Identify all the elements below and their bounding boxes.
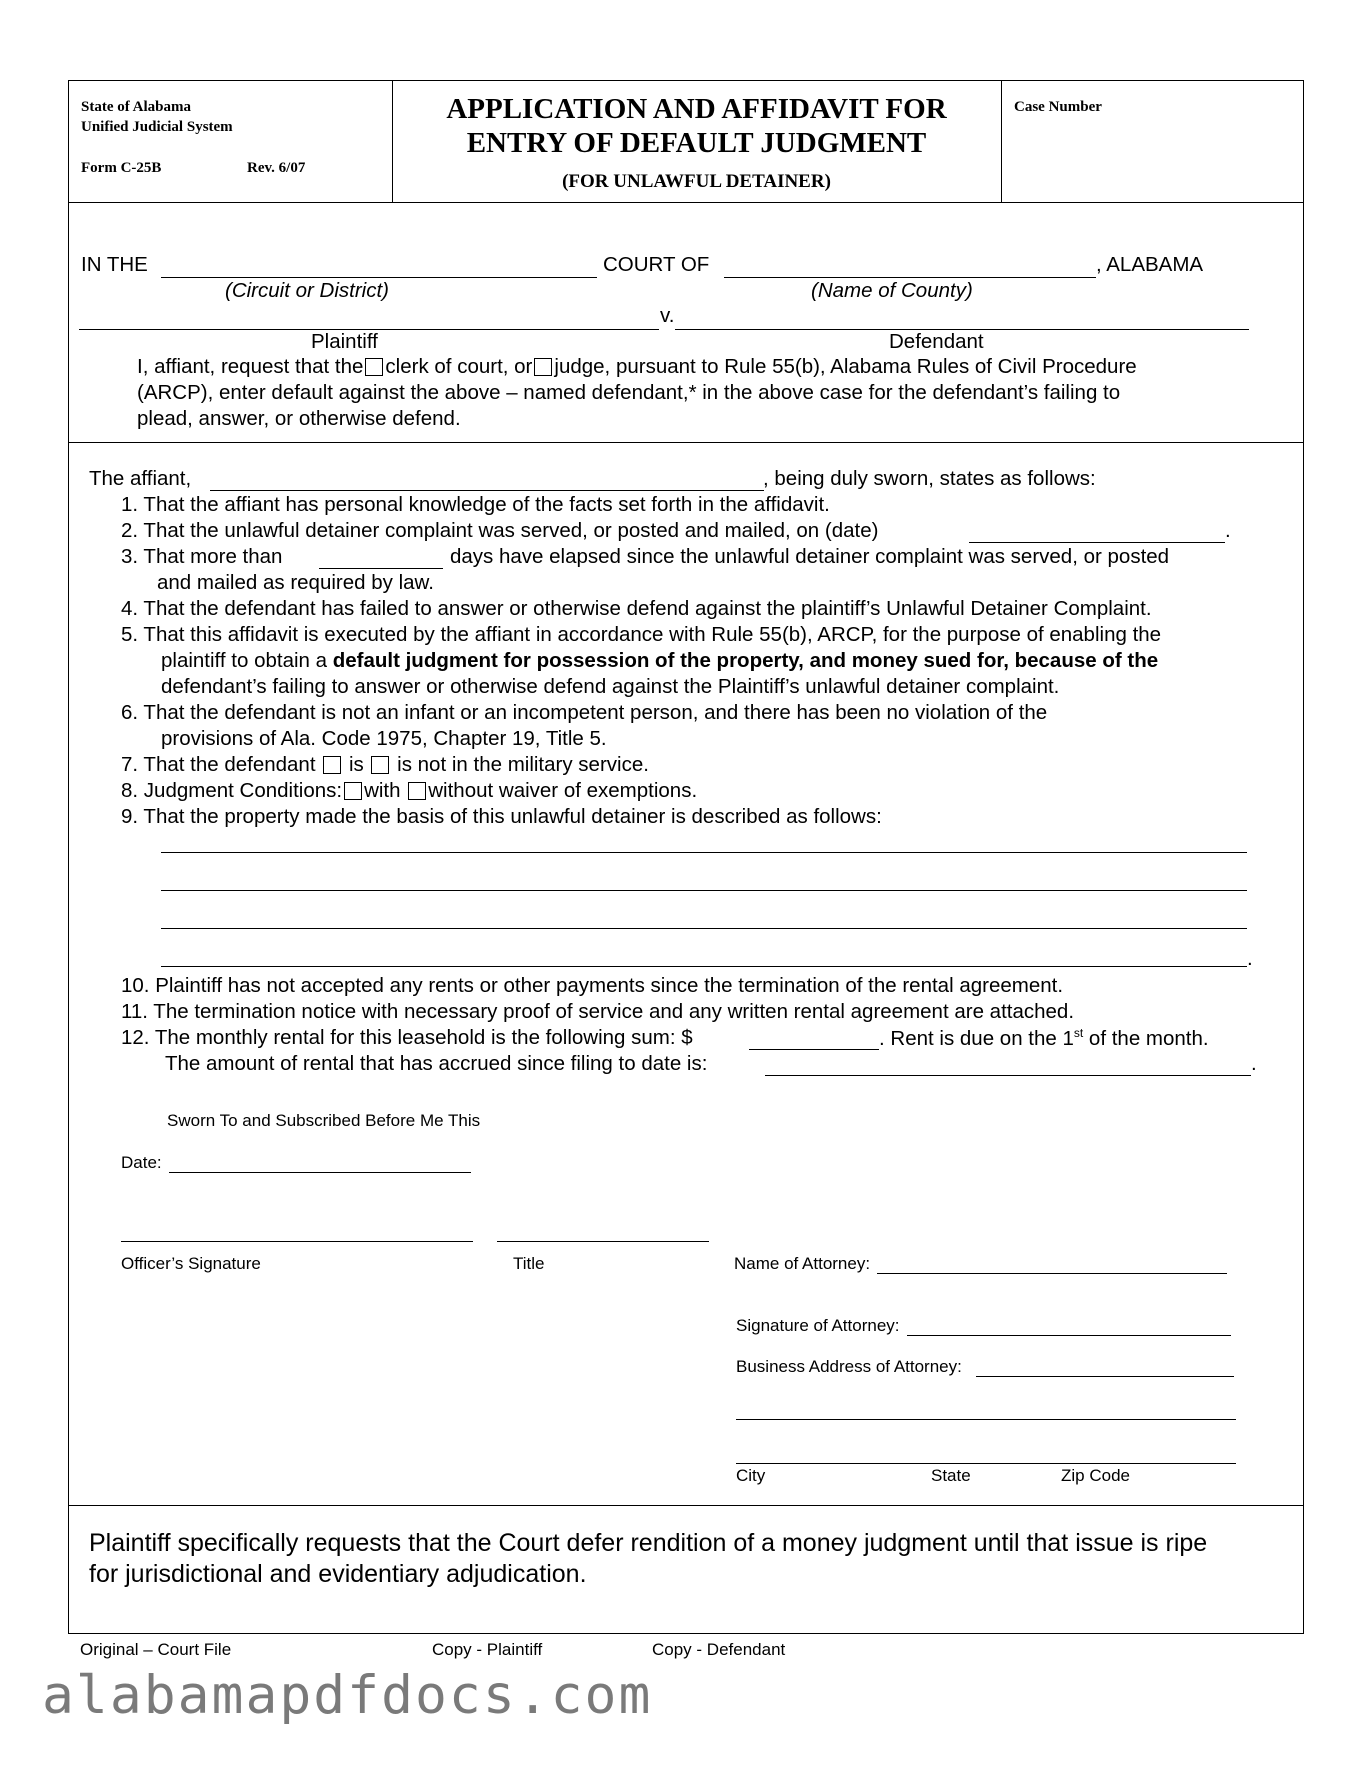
officer-signature-label: Officer’s Signature: [121, 1254, 261, 1273]
money-judgment-request-line2: for jurisdictional and evidentiary adjudication.: [89, 1560, 587, 1588]
item-12-month-text: of the month.: [1083, 1026, 1209, 1050]
county-field[interactable]: [724, 277, 1096, 278]
judge-label: judge, pursuant to Rule 55(b), Alabama Rules of Civil Procedure: [554, 355, 1137, 378]
form-title-line1: APPLICATION AND AFFIDAVIT FOR: [446, 93, 947, 125]
officer-signature-line[interactable]: [121, 1241, 473, 1242]
form-header: [69, 81, 1303, 203]
title-line[interactable]: [497, 1241, 709, 1242]
alabama-label: , ALABAMA: [1096, 253, 1204, 276]
money-judgment-request-line1: Plaintiff specifically requests that the Court defer rendition of a money judgment until that issue is ripe: [89, 1529, 1208, 1557]
item-12-prefix: 12. The monthly rental for this leasehold is the following sum: $: [121, 1026, 693, 1049]
affiant-intro-suffix: , being duly sworn, states as follows:: [763, 467, 1096, 490]
plaintiff-label: Plaintiff: [311, 330, 378, 353]
item-11: 11. The termination notice with necessary proof of service and any written rental agreement are attached.: [121, 1000, 1075, 1023]
item-5-line3: defendant’s failing to answer or otherwise defend against the Plaintiff’s unlawful detainer complaint.: [161, 675, 1060, 698]
item-7-suffix: is not in the military service.: [397, 753, 649, 776]
request-prefix: I, affiant, request that the: [137, 355, 364, 378]
property-period: .: [1247, 947, 1253, 970]
without-waiver-checkbox[interactable]: [408, 782, 426, 800]
served-date-field[interactable]: [969, 542, 1225, 543]
date-label: Date:: [121, 1153, 162, 1172]
clerk-label: clerk of court, or: [385, 355, 533, 378]
item-8: [121, 779, 697, 803]
system-label: Unified Judicial System: [81, 119, 233, 135]
item-7-prefix: 7. That the defendant: [121, 753, 316, 776]
item-10: 10. Plaintiff has not accepted any rents or other payments since the termination of the rental agreement.: [121, 974, 1064, 997]
revision-label: Rev. 6/07: [247, 160, 306, 176]
attorney-name-field[interactable]: [877, 1273, 1227, 1274]
request-line2: (ARCP), enter default against the above – named defendant,* in the above case for the defendant’s failing to: [137, 381, 1121, 404]
item-3-prefix: 3. That more than: [121, 545, 283, 568]
accrued-period: .: [1251, 1052, 1257, 1075]
in-the-label: IN THE: [81, 253, 148, 276]
item-7: [121, 753, 649, 777]
item-12-superscript: st: [1073, 1026, 1084, 1040]
monthly-rent-field[interactable]: [749, 1049, 879, 1050]
defendant-label: Defendant: [889, 330, 984, 353]
state-label: State of Alabama: [81, 99, 191, 115]
form-number: Form C-25B: [81, 160, 162, 176]
item-12-due-text: . Rent is due on the 1: [879, 1026, 1074, 1050]
distribution-copy-plaintiff: Copy - Plaintiff: [432, 1640, 543, 1659]
military-is-checkbox[interactable]: [323, 756, 341, 774]
affiant-name-field[interactable]: [210, 490, 764, 491]
case-number-label: Case Number: [1014, 99, 1102, 115]
distribution-copy-defendant: Copy - Defendant: [652, 1640, 786, 1659]
attorney-address-label: Business Address of Attorney:: [736, 1357, 962, 1376]
item-9: 9. That the property made the basis of this unlawful detainer is described as follows:: [121, 805, 882, 828]
item-8-with: with: [364, 779, 401, 802]
court-type-field[interactable]: [161, 277, 597, 278]
attorney-signature-label: Signature of Attorney:: [736, 1316, 900, 1335]
city-state-zip-line[interactable]: [736, 1463, 1236, 1464]
military-is-not-checkbox[interactable]: [371, 756, 389, 774]
watermark-text: alabamapdfdocs.com: [42, 1665, 653, 1726]
item-5-line2: [161, 649, 1158, 673]
form-subtitle: (FOR UNLAWFUL DETAINER): [562, 171, 831, 192]
city-label: City: [736, 1466, 766, 1485]
item-3-text: days have elapsed since the unlawful detainer complaint was served, or posted: [450, 545, 1170, 568]
state-label-bottom: State: [931, 1466, 971, 1485]
item-12-accrued: The amount of rental that has accrued since filing to date is:: [165, 1052, 708, 1075]
accrued-rent-field[interactable]: [765, 1075, 1251, 1076]
circuit-hint: (Circuit or District): [225, 279, 389, 302]
county-hint: (Name of County): [811, 279, 973, 302]
case-number-cell[interactable]: [1001, 81, 1304, 202]
section-divider-2: [69, 1505, 1303, 1506]
item-3-cont: and mailed as required by law.: [157, 571, 434, 594]
clerk-checkbox[interactable]: [365, 358, 383, 376]
header-left-cell: [69, 81, 393, 202]
property-line-4[interactable]: [161, 966, 1247, 967]
item-5-line2-bold: default judgment for possession of the property, and money sued for, because of the: [332, 649, 1159, 672]
form-border: [68, 80, 1304, 1634]
item-6-line1: 6. That the defendant is not an infant or an incompetent person, and there has been no violation of the: [121, 701, 1048, 724]
affiant-intro-label: The affiant,: [89, 467, 192, 490]
versus-label: v.: [660, 304, 675, 327]
form-title-line2: ENTRY OF DEFAULT JUDGMENT: [466, 127, 927, 159]
attorney-name-label: Name of Attorney:: [734, 1254, 871, 1273]
days-field[interactable]: [319, 568, 443, 569]
judge-checkbox[interactable]: [534, 358, 552, 376]
item-6-line2: provisions of Ala. Code 1975, Chapter 19, Title 5.: [161, 727, 607, 750]
zip-label: Zip Code: [1061, 1466, 1130, 1485]
attorney-address-field[interactable]: [976, 1376, 1234, 1377]
property-line-3[interactable]: [161, 928, 1247, 929]
item-7-is: is: [348, 753, 364, 776]
request-line3: plead, answer, or otherwise defend.: [137, 407, 461, 430]
court-of-label: COURT OF: [603, 253, 710, 276]
attorney-address-line-2[interactable]: [736, 1419, 1236, 1420]
item-8-suffix: without waiver of exemptions.: [428, 779, 698, 802]
property-line-2[interactable]: [161, 890, 1247, 891]
item-4: 4. That the defendant has failed to answer or otherwise defend against the plaintiff’s Unlawful Detainer Complaint.: [121, 597, 1152, 620]
item-5-line1: 5. That this affidavit is executed by the affiant in accordance with Rule 55(b), ARCP, for the purpose of enabling the: [121, 623, 1162, 646]
with-waiver-checkbox[interactable]: [344, 782, 362, 800]
section-divider-1: [69, 442, 1303, 443]
request-line1: [137, 355, 1137, 379]
item-1: 1. That the affiant has personal knowledge of the facts set forth in the affidavit.: [121, 493, 830, 516]
title-label: Title: [513, 1254, 545, 1273]
sworn-label: Sworn To and Subscribed Before Me This: [167, 1111, 481, 1130]
distribution-original: Original – Court File: [80, 1640, 232, 1659]
property-line-1[interactable]: [161, 852, 1247, 853]
attorney-signature-field[interactable]: [907, 1335, 1231, 1336]
item-8-prefix: 8. Judgment Conditions:: [121, 779, 343, 802]
item-2-period: .: [1225, 519, 1231, 542]
item-2: 2. That the unlawful detainer complaint was served, or posted and mailed, on (date): [121, 519, 879, 542]
date-field[interactable]: [169, 1172, 471, 1173]
item-5-line2-text: plaintiff to obtain a: [161, 649, 333, 672]
item-12-rent-due: [879, 1026, 1209, 1051]
